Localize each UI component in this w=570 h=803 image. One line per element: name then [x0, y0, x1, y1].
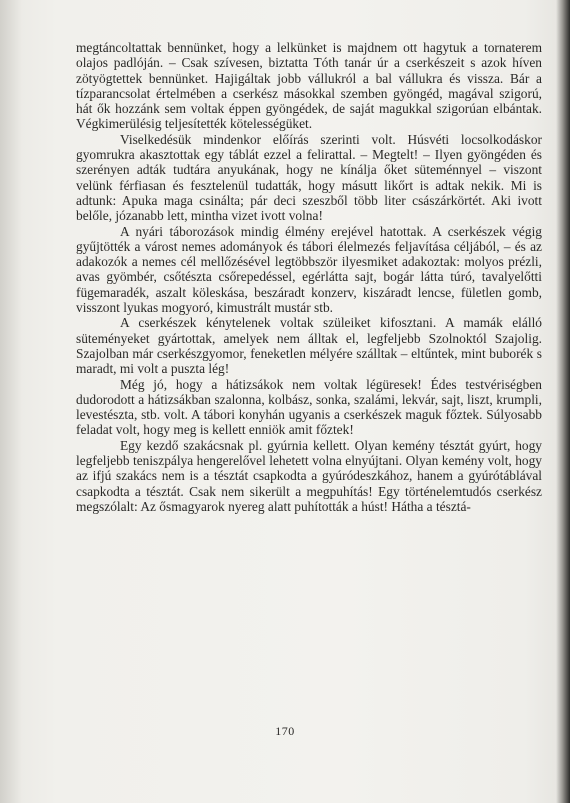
page-number: 170	[275, 724, 295, 738]
paragraph-behavior: Viselkedésük mindenkor előírás szerinti volt. Húsvéti locsolkodáskor gyomrukra akasztottak egy táblát ezzel a felirattal. – Megtelt! – Ilyen gyöngéden és szerényen adták tudtára anyukának, hogy ne kínálja őket süteménnyel – viszont velünk férfiasan és fesztelenül tudatták, hogy másutt likőrt is adtak nekik. Mi is adtunk: Apuka maga csinálta; pár deci szeszből több liter császárkörtét. Aki ivott belőle, józanabb lett, mintha vizet ivott volna!	[76, 131, 542, 224]
paragraph-backpacks: Még jó, hogy a hátizsákok nem voltak légüresek! Édes testvériségben dudorodott a hátizsákban szalonna, kolbász, sonka, szalámi, lekvár, sajt, liszt, krumpli, levestészta, stb. volt. A tábori konyhán ugyanis a cserkészek maguk főztek. Súlyosabb feladat volt, hogy meg is kellett enniök amit főztek!	[76, 376, 542, 438]
paragraph-novice-cook: Egy kezdő szakácsnak pl. gyúrnia kellett. Olyan kemény tésztát gyúrt, hogy legfeljebb teniszpálya hengerelővel lehetett volna elnyújtani. Olyan kemény volt, hogy az ifjú szakács nem is a tésztát csapkodta a gyúródeszkához, hanem a gyúrótáblával csapkodta a tésztát. Csak nem sikerült a megpuhítás! Egy történelemtudós cserkész megszólalt: Az ősmagyarok nyereg alatt puhították a húst! Hátha a tésztá-	[76, 437, 542, 514]
page-edge-shadow	[556, 0, 570, 803]
paragraph-parents: A cserkészek kénytelenek voltak szüleiket kifosztani. A mamák elálló süteményeket gyártottak, amelyek nem álltak el, legfeljebb Szolnoktól Szajolig. Szajolban már cserkészgyomor, feneketlen mélyére szálltak – eltűntek, mint buborék s maradt, mi volt a puszta lég!	[76, 315, 542, 377]
paragraph-continuation: megtáncoltattak bennünket, hogy a lelkünket is majdnem ott hagytuk a tornaterem olajos padlóján. – Csak szívesen, biztatta Tóth tanár úr a cserkészeit s azok híven zötyögtettek bennünket. Hajigáltak jobb vállukról a bal vállukra és vissza. Bár a tízparancsolat értelmében a cserkész másokkal szemben gyöngéd, magával szigorú, hát ők hozzánk sem voltak éppen gyöngédek, de saját magukkal szigorúan elbántak. Végkimerülésig teljesítették kötelességüket.	[76, 40, 542, 132]
body-text	[76, 40, 542, 514]
binding-gutter-shadow	[0, 0, 22, 803]
paragraph-summer-camps: A nyári táborozások mindig élmény erejével hatottak. A cserkészek végig gyűjtötték a várost nemes adományok és tábori élelmezés feljavítása céljából, – és az adakozók a nemes cél mellőzésével legtöbbször ilyesmiket adakoztak: molyos prézli, avas gyömbér, csőtészta csőrepedéssel, egérlátta sajt, bogár látta túró, tavalyelőtti fügemaradék, aszalt köleskása, beszáradt konzerv, kiszáradt lencse, fületlen gomb, visszont lyukas mogyoró, kimustrált mustár stb.	[76, 223, 542, 316]
